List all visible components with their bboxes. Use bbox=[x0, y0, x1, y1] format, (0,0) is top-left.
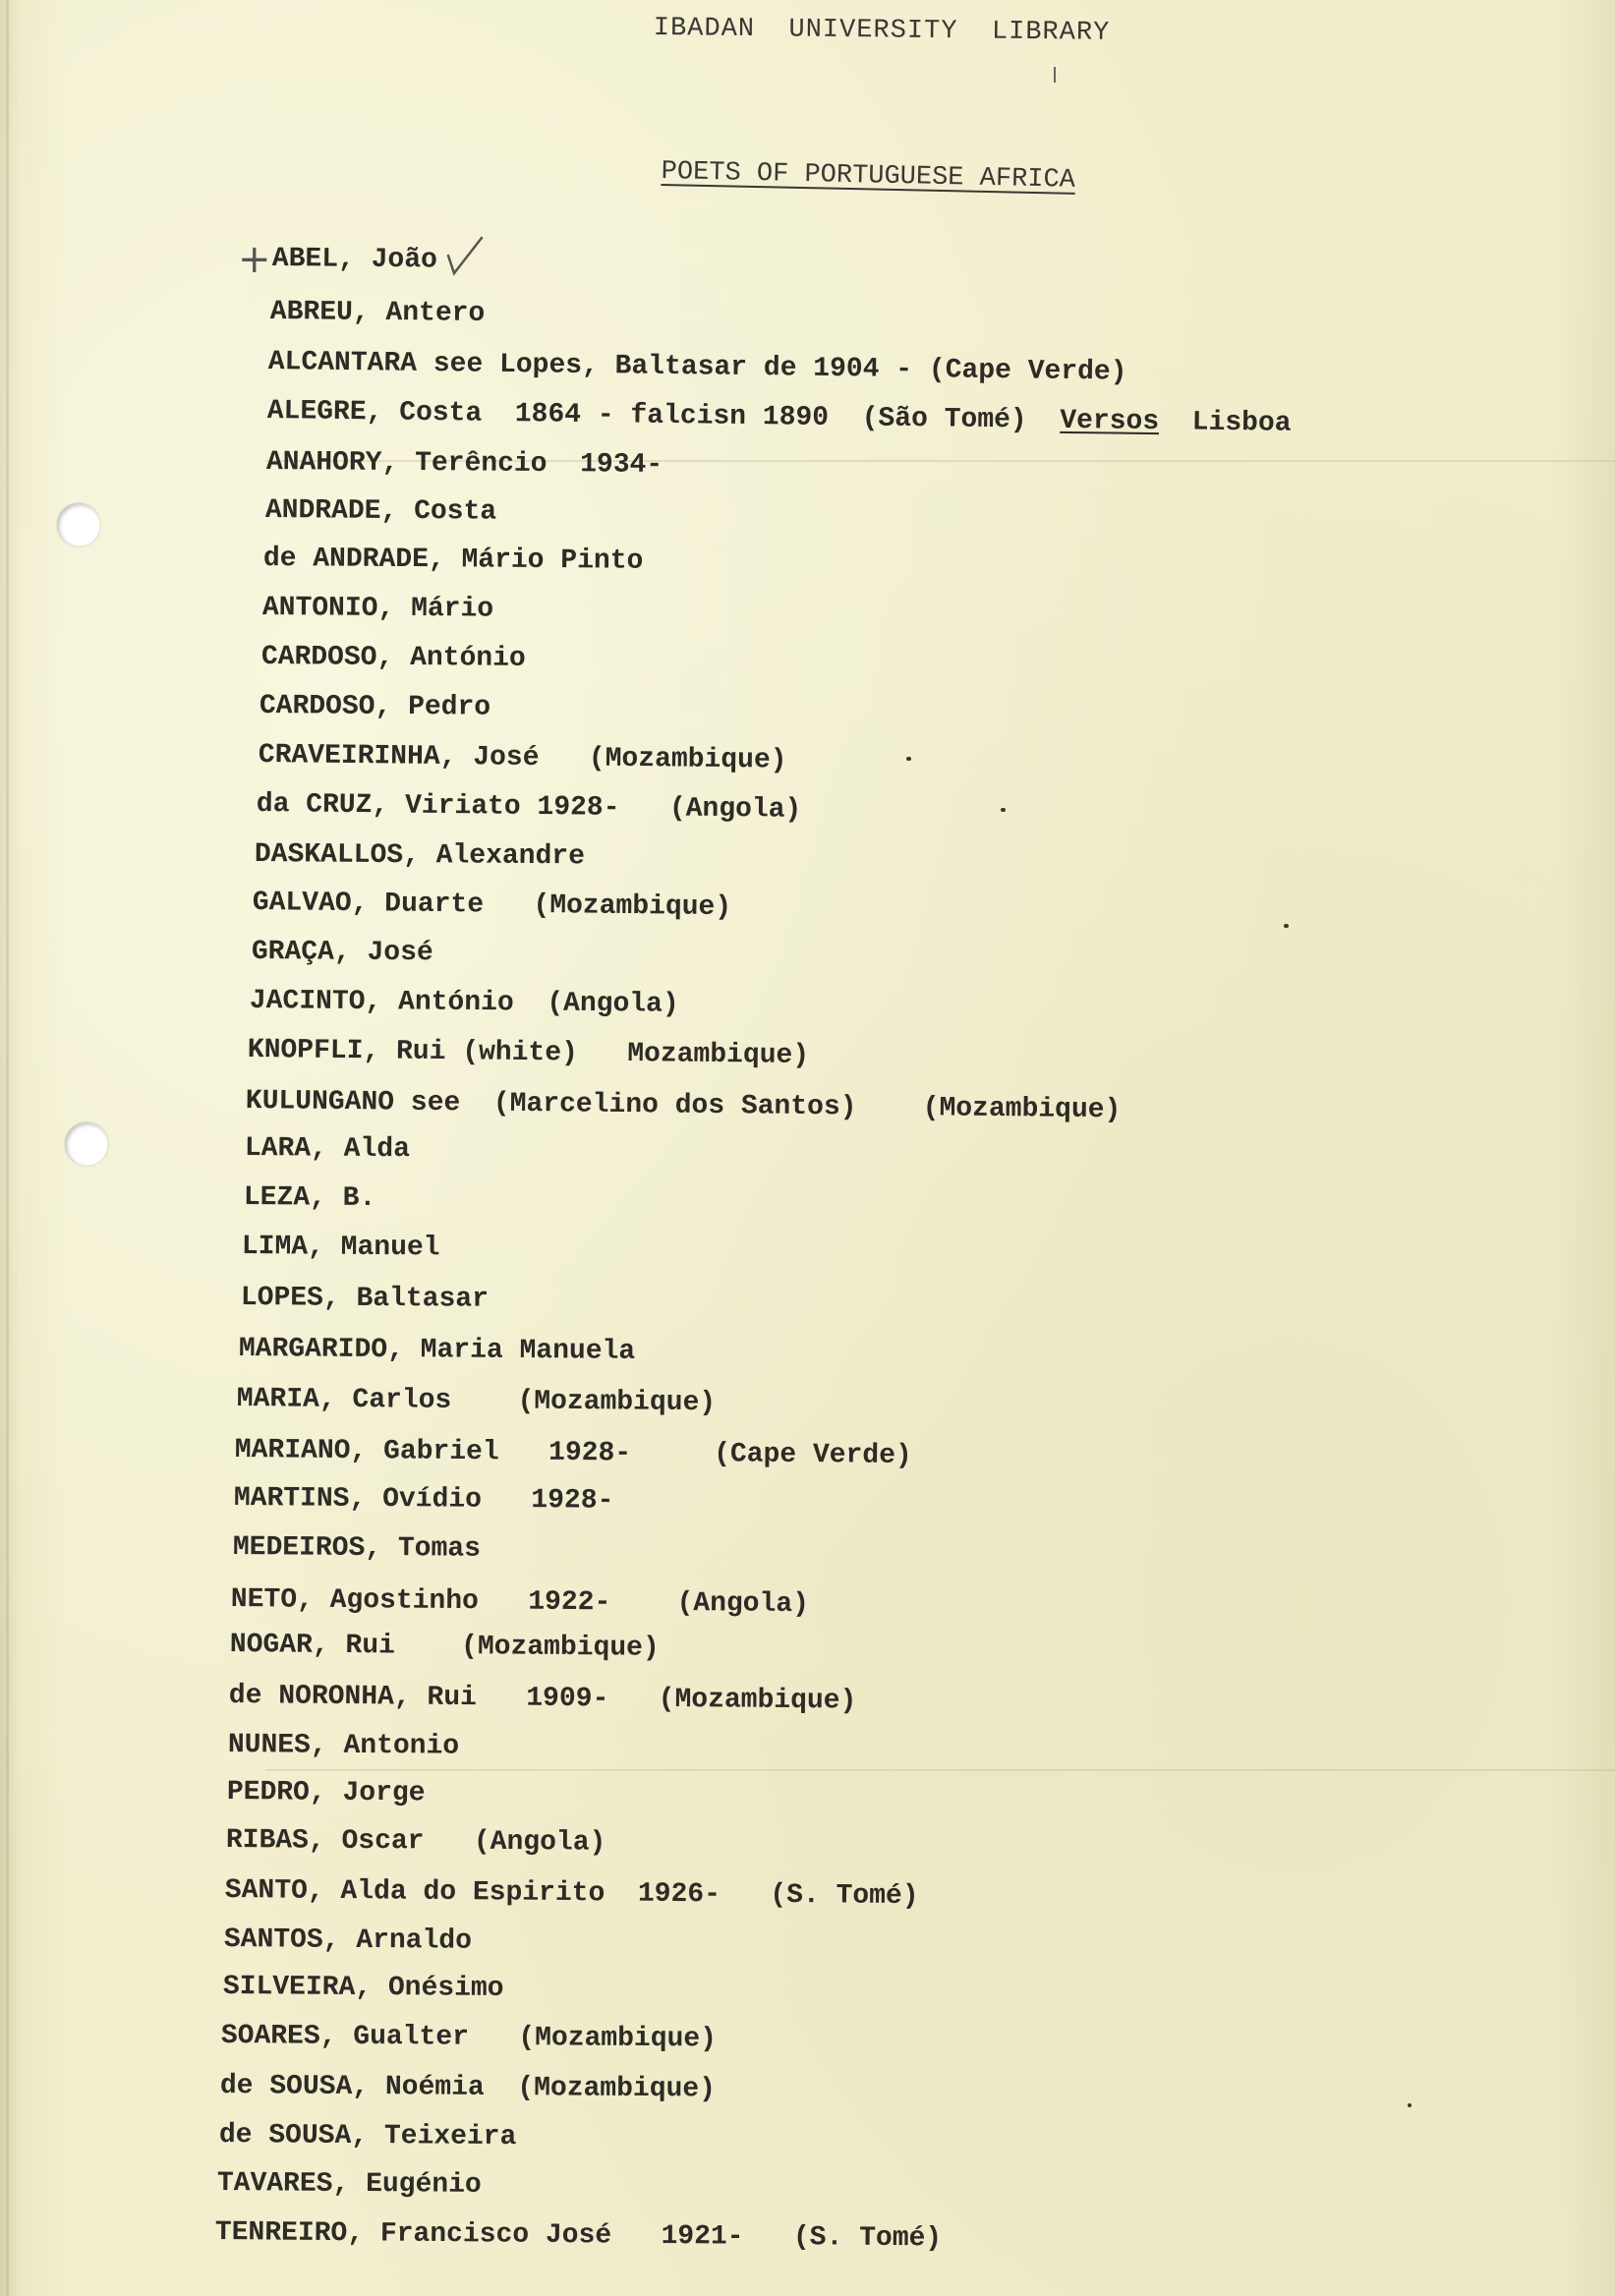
list-item: RIBAS, Oscar (Angola) bbox=[225, 1825, 606, 1859]
list-item: MEDEIROS, Tomas bbox=[232, 1532, 482, 1565]
list-item: JACINTO, António (Angola) bbox=[249, 986, 679, 1020]
list-item: ALCANTARA see Lopes, Baltasar de 1904 - (Cape Verde) bbox=[267, 347, 1127, 388]
list-item: de SOUSA, Noémia (Mozambique) bbox=[219, 2071, 717, 2105]
list-item: NETO, Agostinho 1922- (Angola) bbox=[230, 1584, 810, 1621]
list-item: LIMA, Manuel bbox=[241, 1232, 440, 1264]
list-item: MARTINS, Ovídio 1928- bbox=[233, 1483, 614, 1517]
list-item: KULUNGANO see (Marcelino dos Santos) (Mozambique) bbox=[245, 1086, 1122, 1126]
list-item: ANDRADE, Costa bbox=[264, 495, 497, 528]
list-item: MARGARIDO, Maria Manuela bbox=[238, 1334, 636, 1367]
poet-name: ALEGRE, Costa 1864 - falcisn 1890 (São Tomé) bbox=[266, 396, 1027, 436]
list-item: CARDOSO, António bbox=[260, 642, 526, 674]
ink-speck bbox=[1408, 2103, 1412, 2107]
list-item: SILVEIRA, Onésimo bbox=[222, 1972, 504, 2004]
ink-speck bbox=[1284, 924, 1289, 928]
list-item: CRAVEIRINHA, José (Mozambique) bbox=[258, 740, 787, 776]
list-item: MARIANO, Gabriel 1928- (Cape Verde) bbox=[234, 1435, 912, 1472]
punch-hole bbox=[65, 1122, 108, 1166]
place-of-publication: Lisboa bbox=[1191, 407, 1292, 439]
list-item: TENREIRO, Francisco José 1921- (S. Tomé) bbox=[214, 2217, 943, 2255]
list-item: LOPES, Baltasar bbox=[240, 1283, 490, 1315]
list-item: ABEL, João bbox=[271, 244, 438, 276]
punch-hole bbox=[57, 503, 100, 546]
list-item: ANAHORY, Terêncio 1934- bbox=[265, 447, 663, 481]
library-header: IBADAN UNIVERSITY LIBRARY bbox=[653, 14, 1111, 48]
list-item: DASKALLOS, Alexandre bbox=[254, 839, 586, 873]
list-item: NUNES, Antonio bbox=[227, 1730, 460, 1762]
document-title: POETS OF PORTUGUESE AFRICA bbox=[661, 157, 1076, 196]
list-item: SOARES, Gualter (Mozambique) bbox=[220, 2021, 718, 2055]
list-item: LARA, Alda bbox=[244, 1133, 411, 1166]
list-item: de NORONHA, Rui 1909- (Mozambique) bbox=[228, 1681, 857, 1717]
list-item: da CRUZ, Viriato 1928- (Angola) bbox=[256, 789, 802, 826]
left-edge-crease bbox=[6, 0, 9, 2296]
list-item: ABREU, Antero bbox=[269, 297, 486, 329]
list-item: MARIA, Carlos (Mozambique) bbox=[236, 1384, 717, 1419]
list-item: GRAÇA, José bbox=[251, 937, 433, 969]
list-item: de SOUSA, Teixeira bbox=[218, 2120, 517, 2153]
check-mark-icon bbox=[442, 234, 486, 279]
list-item: PEDRO, Jorge bbox=[226, 1777, 426, 1809]
ink-speck bbox=[1001, 808, 1006, 812]
pencil-tick bbox=[1054, 67, 1056, 83]
list-item: CARDOSO, Pedro bbox=[259, 691, 491, 723]
list-item bbox=[267, 396, 1292, 439]
list-item: KNOPFLI, Rui (white) Mozambique) bbox=[247, 1035, 810, 1071]
list-item: NOGAR, Rui (Mozambique) bbox=[229, 1630, 660, 1664]
list-item: de ANDRADE, Mário Pinto bbox=[262, 544, 644, 577]
list-item: SANTOS, Arnaldo bbox=[223, 1924, 473, 1957]
horizontal-crease bbox=[265, 1769, 1615, 1771]
ink-speck bbox=[906, 757, 911, 761]
list-item: ANTONIO, Mário bbox=[261, 593, 494, 625]
underlined-title: Versos bbox=[1060, 405, 1160, 438]
list-item: SANTO, Alda do Espirito 1926- (S. Tomé) bbox=[224, 1875, 919, 1913]
list-item: LEZA, B. bbox=[243, 1182, 376, 1214]
list-item: GALVAO, Duarte (Mozambique) bbox=[252, 888, 732, 924]
list-item: TAVARES, Eugénio bbox=[216, 2168, 482, 2201]
handwritten-plus-mark: + bbox=[238, 237, 271, 282]
